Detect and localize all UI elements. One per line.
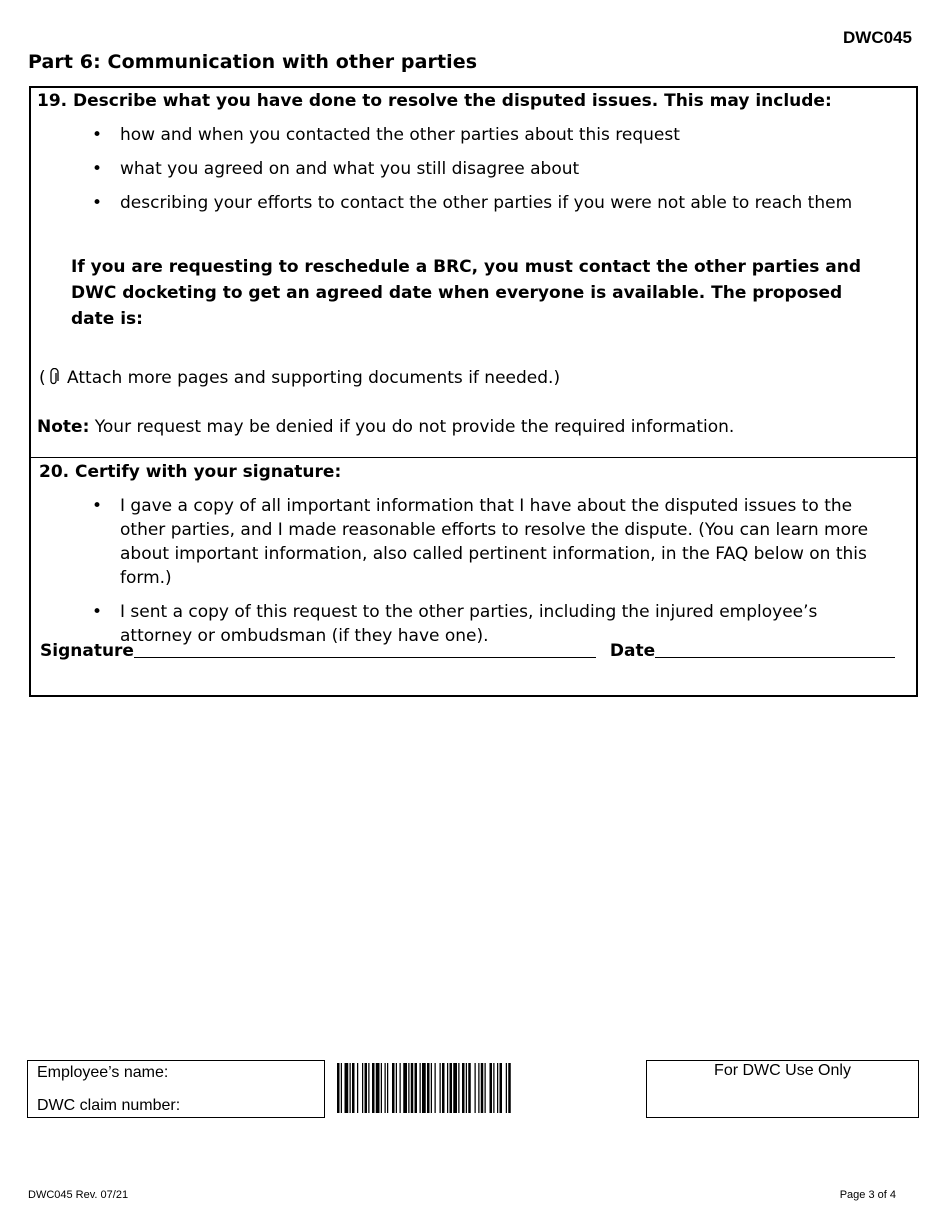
question-19-box	[29, 86, 918, 458]
barcode-bar	[490, 1063, 493, 1113]
barcode-bar	[481, 1063, 484, 1113]
barcode-bar	[400, 1063, 401, 1113]
claim-number-label: DWC claim number:	[37, 1097, 181, 1114]
note	[37, 415, 734, 439]
list-item: • describing your efforts to contact the other parties if you were not able to reach them	[31, 191, 916, 215]
form-code: DWC045	[843, 28, 912, 47]
barcode-bar	[497, 1063, 498, 1113]
employee-name-label: Employee’s name:	[37, 1064, 169, 1081]
question-20-box	[29, 457, 918, 697]
barcode-bar	[352, 1063, 355, 1113]
barcode-bar	[381, 1063, 382, 1113]
barcode-bar	[500, 1063, 503, 1113]
barcode-bar	[435, 1063, 436, 1113]
barcode-bar	[478, 1063, 479, 1113]
attach-text: Attach more pages and supporting documents if needed.)	[67, 368, 561, 388]
barcode-bar	[350, 1063, 351, 1113]
list-item: • how and when you contacted the other parties about this request	[31, 123, 916, 147]
barcode-bar	[442, 1063, 445, 1113]
question-19-heading: 19. Describe what you have done to resolve the disputed issues. This may include:	[37, 91, 832, 111]
paperclip-icon	[48, 368, 60, 393]
barcode-bar	[462, 1063, 465, 1113]
barcode-bar	[466, 1063, 467, 1113]
barcode-bar	[440, 1063, 441, 1113]
barcode-bar	[396, 1063, 397, 1113]
question-20-list	[31, 494, 916, 648]
list-item: • I gave a copy of all important information that I have about the disputed issues to the other parties, and I made reasonable efforts to resolve the dispute. (You can learn more about important information, also called pertinent information, in the FAQ below on this form.)	[31, 494, 916, 590]
date-label: Date	[609, 641, 656, 661]
barcode-bar	[372, 1063, 375, 1113]
barcode-bar	[341, 1063, 342, 1113]
barcode-bar	[427, 1063, 430, 1113]
attach-open-paren: (	[39, 368, 46, 388]
page-number: Page 3 of 4	[839, 1189, 896, 1201]
barcode-bar	[345, 1063, 349, 1113]
barcode-bar	[420, 1063, 421, 1113]
dwc-use-label: For DWC Use Only	[714, 1062, 851, 1079]
signature-field[interactable]	[134, 641, 596, 658]
barcode-bar	[376, 1063, 380, 1113]
barcode-bar	[408, 1063, 409, 1113]
question-20-heading: 20. Certify with your signature:	[39, 462, 342, 482]
barcode-bar	[475, 1063, 476, 1113]
barcode-bar	[357, 1063, 358, 1113]
barcode-bar	[415, 1063, 418, 1113]
barcode-bar	[493, 1063, 494, 1113]
brc-reschedule-text: If you are requesting to reschedule a BRC, you must contact the other parties and DWC docketing to get an agreed date when everyone is available. The proposed date is:	[71, 257, 862, 329]
barcode-bar	[387, 1063, 388, 1113]
barcode-bar	[368, 1063, 369, 1113]
barcode-bar	[411, 1063, 414, 1113]
barcode-bar	[468, 1063, 471, 1113]
dwc-use-box	[646, 1060, 919, 1118]
barcode-bar	[431, 1063, 432, 1113]
barcode-bar	[506, 1063, 507, 1113]
list-item: • what you agreed on and what you still disagree about	[31, 157, 916, 181]
signature-label: Signature	[40, 641, 134, 661]
barcode-bar	[362, 1063, 363, 1113]
barcode-bar	[337, 1063, 340, 1113]
note-label: Note:	[37, 417, 90, 437]
barcode-bar	[508, 1063, 511, 1113]
part-title: Part 6: Communication with other parties	[28, 51, 478, 73]
barcode-bar	[422, 1063, 426, 1113]
attach-instruction	[39, 366, 560, 393]
barcode	[337, 1063, 631, 1113]
barcode-bar	[447, 1063, 448, 1113]
barcode-bar	[392, 1063, 395, 1113]
barcode-bar	[450, 1063, 453, 1113]
barcode-bar	[365, 1063, 368, 1113]
note-text: Your request may be denied if you do not provide the required information.	[94, 417, 735, 437]
revision-label: DWC045 Rev. 07/21	[28, 1189, 129, 1201]
barcode-bar	[458, 1063, 459, 1113]
question-19-list	[31, 123, 916, 215]
barcode-bar	[385, 1063, 386, 1113]
barcode-bar	[485, 1063, 486, 1113]
list-item: • I sent a copy of this request to the other parties, including the injured employee’s attorney or ombudsman (if they have one).	[31, 600, 916, 648]
date-field[interactable]	[655, 641, 895, 658]
barcode-bar	[403, 1063, 407, 1113]
employee-info-box	[27, 1060, 325, 1118]
barcode-bar	[453, 1063, 457, 1113]
signature-row	[40, 639, 895, 663]
